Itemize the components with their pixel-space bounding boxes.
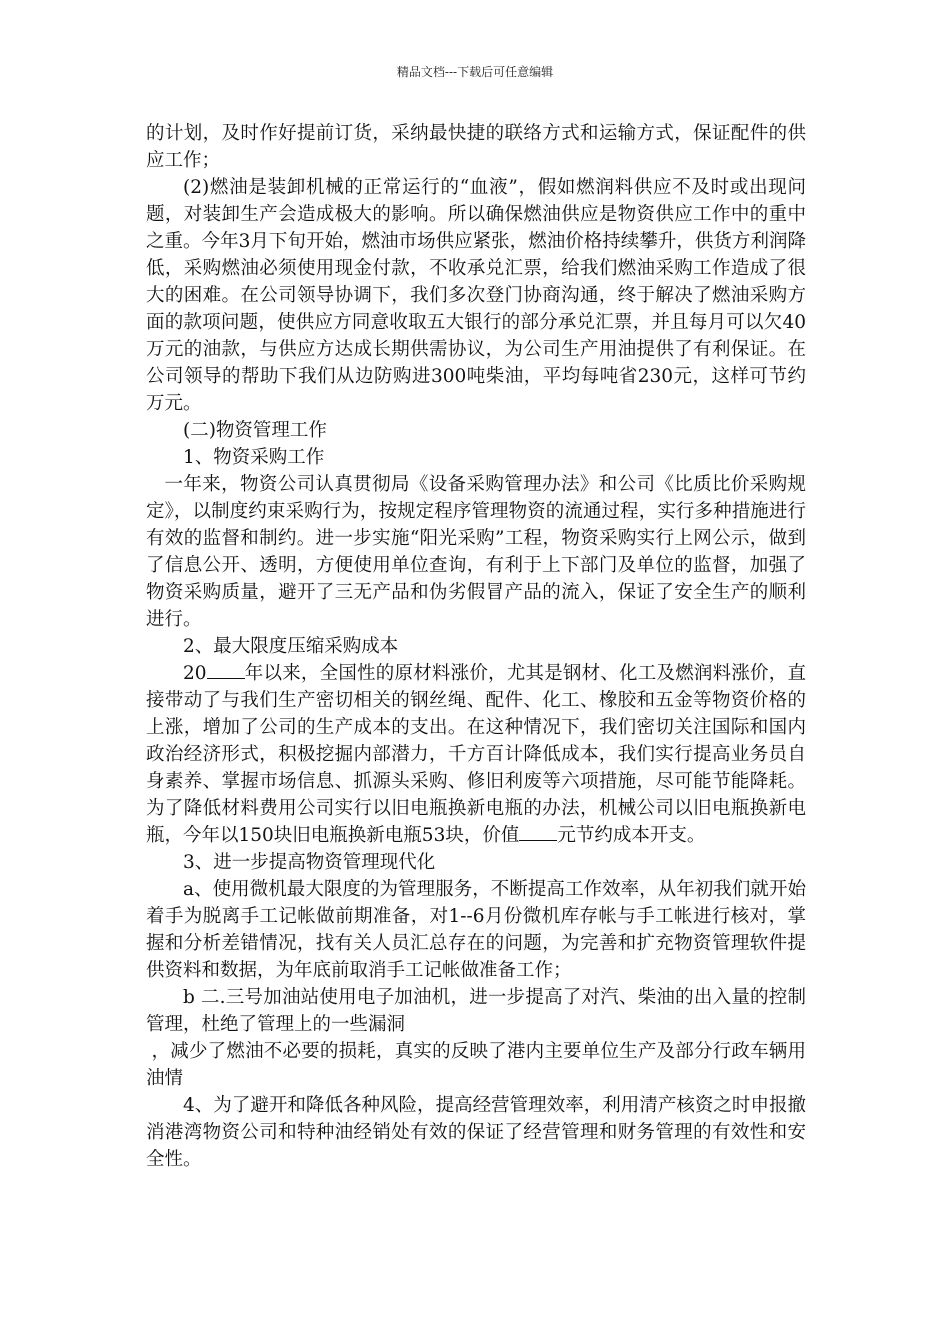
paragraph-gas-station: b 二.三号加油站使用电子加油机，进一步提高了对汽、柴油的出入量的控制管理，杜绝了管理上的一些漏洞 [146, 987, 806, 1035]
blank-underline [207, 662, 245, 679]
paragraph-continuation: 的计划，及时作好提前订货，采纳最快捷的联络方式和运输方式，保证配件的供应工作； [146, 123, 806, 171]
paragraph-risk-management: 4、为了避开和降低各种风险，提高经营管理效率，利用清产核资之时申报撤消港湾物资公司和特种油经销处有效的保证了经营管理和财务管理的有效性和安全性。 [146, 1095, 806, 1170]
section-heading-material-management: (二)物资管理工作 [183, 420, 327, 441]
subheading-procurement: 1、物资采购工作 [183, 447, 325, 468]
paragraph-computer-use: a、使用微机最大限度的为管理服务，不断提高工作效率，从年初我们就开始着手为脱离手工记帐做前期准备，对1--6月份微机库存帐与手工帐进行核对，掌握和分析差错情况，找有关人员汇总存在的问题，为完善和扩充物资管理软件提供资料和数据，为年底前取消手工记帐做准备工作； [146, 879, 806, 981]
page-header-watermark: 精品文档---下载后可任意编辑 [396, 65, 554, 79]
document-body [146, 120, 806, 1173]
paragraph-procurement: 一年来，物资公司认真贯彻局《设备采购管理办法》和公司《比质比价采购规定》，以制度约束采购行为，按规定程序管理物资的流通过程，实行多种措施进行有效的监督和制约。进一步实施“阳光采购”工程，物资采购实行上网公示，做到了信息公开、透明，方便使用单位查询，有利于上下部门及单位的监督，加强了物资采购质量，避开了三无产品和伪劣假冒产品的流入，保证了安全生产的顺利进行。 [146, 474, 806, 630]
paragraph-reduce-cost-end: 元节约成本开支。 [557, 825, 706, 846]
paragraph-reduce-cost-body: 年以来，全国性的原材料涨价，尤其是钢材、化工及燃润料涨价，直接带动了与我们生产密切相关的钢丝绳、配件、化工、橡胶和五金等物资价格的上涨，增加了公司的生产成本的支出。在这种情况下，我们密切关注国际和国内政治经济形式，积极挖掘内部潜力，千方百计降低成本，我们实行提高业务员自身素养、掌握市场信息、抓源头采购、修旧利废等六项措施，尽可能节能降耗。为了降低材料费用公司实行以旧电瓶换新电瓶的办法，机械公司以旧电瓶换新电瓶，今年以150块旧电瓶换新电瓶53块，价值 [146, 663, 806, 846]
subheading-modernization: 3、进一步提高物资管理现代化 [183, 852, 436, 873]
year-prefix: 20 [183, 663, 207, 684]
blank-underline [519, 824, 557, 841]
paragraph-reduce-cost [146, 660, 806, 849]
paragraph-fuel-supply: (2)燃油是装卸机械的正常运行的“血液”，假如燃润料供应不及时或出现问题，对装卸生产会造成极大的影响。所以确保燃油供应是物资供应工作中的重中之重。今年3月下旬开始，燃油市场供应紧张，燃油价格持续攀升，供货方利润降低，采购燃油必须使用现金付款，不收承兑汇票，给我们燃油采购工作造成了很大的困难。在公司领导协调下，我们多次登门协商沟通，终于解决了燃油采购方面的款项问题，使供应方同意收取五大银行的部分承兑汇票，并且每月可以欠40万元的油款，与供应方达成长期供需协议，为公司生产用油提供了有利保证。在公司领导的帮助下我们从边防购进300吨柴油，平均每吨省230元，这样可节约万元。 [146, 177, 806, 414]
paragraph-fuel-loss: ，减少了燃油不必要的损耗，真实的反映了港内主要单位生产及部分行政车辆用油情 [146, 1041, 806, 1089]
subheading-reduce-cost: 2、最大限度压缩采购成本 [183, 636, 399, 657]
